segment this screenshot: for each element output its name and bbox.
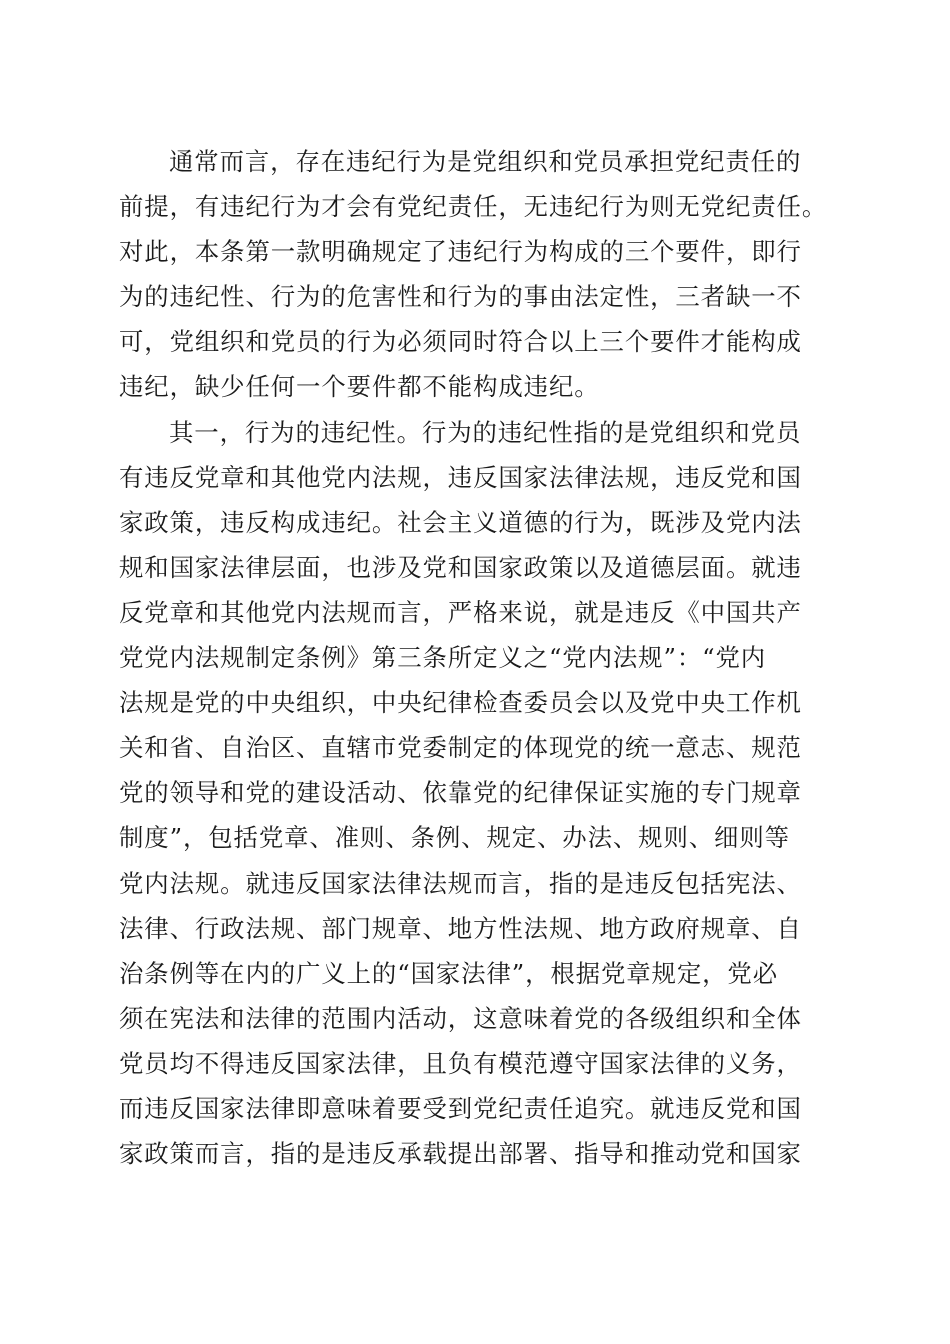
paragraph-2-line-5: 反党章和其他党内法规而言，严格来说，就是违反《中国共产 [119, 597, 802, 627]
paragraph-2-line-3: 家政策，违反构成违纪。社会主义道德的行为，既涉及党内法 [119, 507, 802, 537]
paragraph-1-line-6: 违纪，缺少任何一个要件都不能构成违纪。 [119, 372, 600, 402]
paragraph-1-line-3: 对此，本条第一款明确规定了违纪行为构成的三个要件，即行 [119, 237, 802, 267]
paragraph-2-line-8: 关和省、自治区、直辖市党委制定的体现党的统一意志、规范 [119, 733, 802, 763]
paragraph-2-line-2: 有违反党章和其他党内法规，违反国家法律法规，违反党和国 [119, 462, 802, 492]
paragraph-2-line-6: 党党内法规制定条例》第三条所定义之“党内法规”：“党内 [119, 643, 767, 673]
paragraph-2-line-1: 其一，行为的违纪性。行为的违纪性指的是党组织和党员 [169, 417, 802, 447]
document-body [119, 139, 831, 1176]
paragraph-2-line-15: 党员均不得违反国家法律，且负有模范遵守国家法律的义务， [119, 1048, 802, 1078]
paragraph-1-line-5: 可，党组织和党员的行为必须同时符合以上三个要件才能构成 [119, 327, 802, 357]
paragraph-2-line-14: 须在宪法和法律的范围内活动，这意味着党的各级组织和全体 [119, 1003, 802, 1033]
paragraph-2-line-10: 制度”，包括党章、准则、条例、规定、办法、规则、细则等 [119, 823, 790, 853]
paragraph-2-line-16: 而违反国家法律即意味着要受到党纪责任追究。就违反党和国 [119, 1093, 802, 1123]
paragraph-2-line-11: 党内法规。就违反国家法律法规而言，指的是违反包括宪法、 [119, 868, 802, 898]
paragraph-2-line-9: 党的领导和党的建设活动、依靠党的纪律保证实施的专门规章 [119, 778, 802, 808]
paragraph-1-line-2: 前提，有违纪行为才会有党纪责任，无违纪行为则无党纪责任。 [119, 192, 828, 222]
paragraph-2-line-12: 法律、行政法规、部门规章、地方性法规、地方政府规章、自 [119, 913, 802, 943]
paragraph-2-line-13: 治条例等在内的广义上的“国家法律”，根据党章规定，党必 [119, 958, 779, 988]
paragraph-2-line-7: 法规是党的中央组织，中央纪律检查委员会以及党中央工作机 [119, 688, 802, 718]
paragraph-1-line-1: 通常而言，存在违纪行为是党组织和党员承担党纪责任的 [169, 147, 802, 176]
paragraph-2-line-17: 家政策而言，指的是违反承载提出部署、指导和推动党和国家 [119, 1139, 802, 1169]
paragraph-1-line-4: 为的违纪性、行为的危害性和行为的事由法定性，三者缺一不 [119, 282, 802, 312]
paragraph-2-line-4: 规和国家法律层面，也涉及党和国家政策以及道德层面。就违 [119, 552, 802, 582]
